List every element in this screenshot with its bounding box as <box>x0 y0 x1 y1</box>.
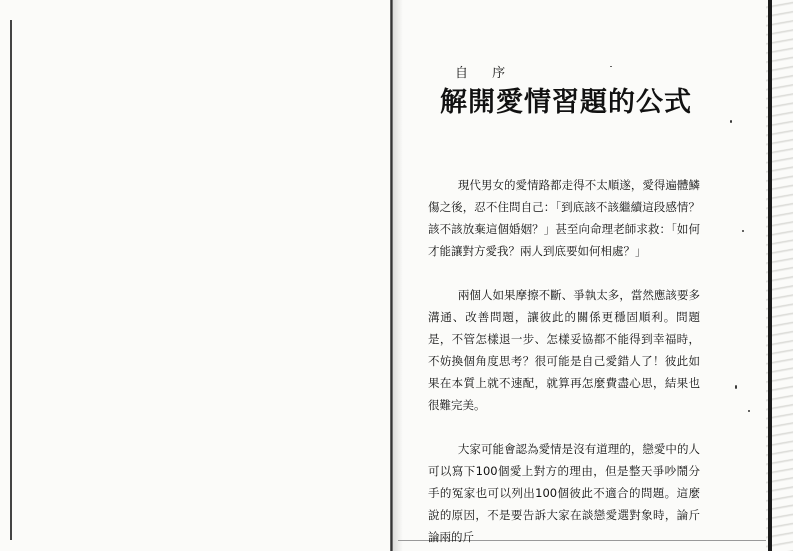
page-title: 解開愛情習題的公式 <box>440 87 692 118</box>
paragraph-3: 大家可能會認為愛情是沒有道理的，戀愛中的人可以寫下100個愛上對方的理由，但是整天爭吵鬧分手的冤家也可以列出100個彼此不適合的問題。這麼說的原因，不是要告訴大家在談戀愛選對象時，論斤論兩的斤 <box>428 442 700 544</box>
paragraph-2: 兩個人如果摩擦不斷、爭執太多，當然應該要多溝通、改善問題，讓彼此的關係更穩固順利。問題是，不管怎樣退一步、怎樣妥協都不能得到幸福時，不妨換個角度思考？很可能是自己愛錯人了！彼此如果在本質上就不速配，就算再怎麼費盡心思，結果也很難完美。 <box>428 288 700 412</box>
body-text <box>428 174 700 551</box>
spine-shadow <box>393 0 403 551</box>
chapter-label: 自 序 <box>455 66 516 81</box>
right-edge-bar <box>768 0 772 551</box>
scan-speckle <box>610 66 612 67</box>
scan-speckle <box>730 120 732 123</box>
left-page-edge <box>10 20 12 540</box>
paragraph-1: 現代男女的愛情路都走得不太順遂，愛得遍體鱗傷之後，忍不住問自己：「到底該不該繼續這段感情？該不該放棄這個婚姻？」甚至向命理老師求救：「如何才能讓對方愛我？兩人到底要如何相處？」 <box>428 178 700 258</box>
scan-speckle <box>748 410 750 412</box>
scan-speckle <box>735 385 737 389</box>
scan-speckle <box>742 230 744 232</box>
